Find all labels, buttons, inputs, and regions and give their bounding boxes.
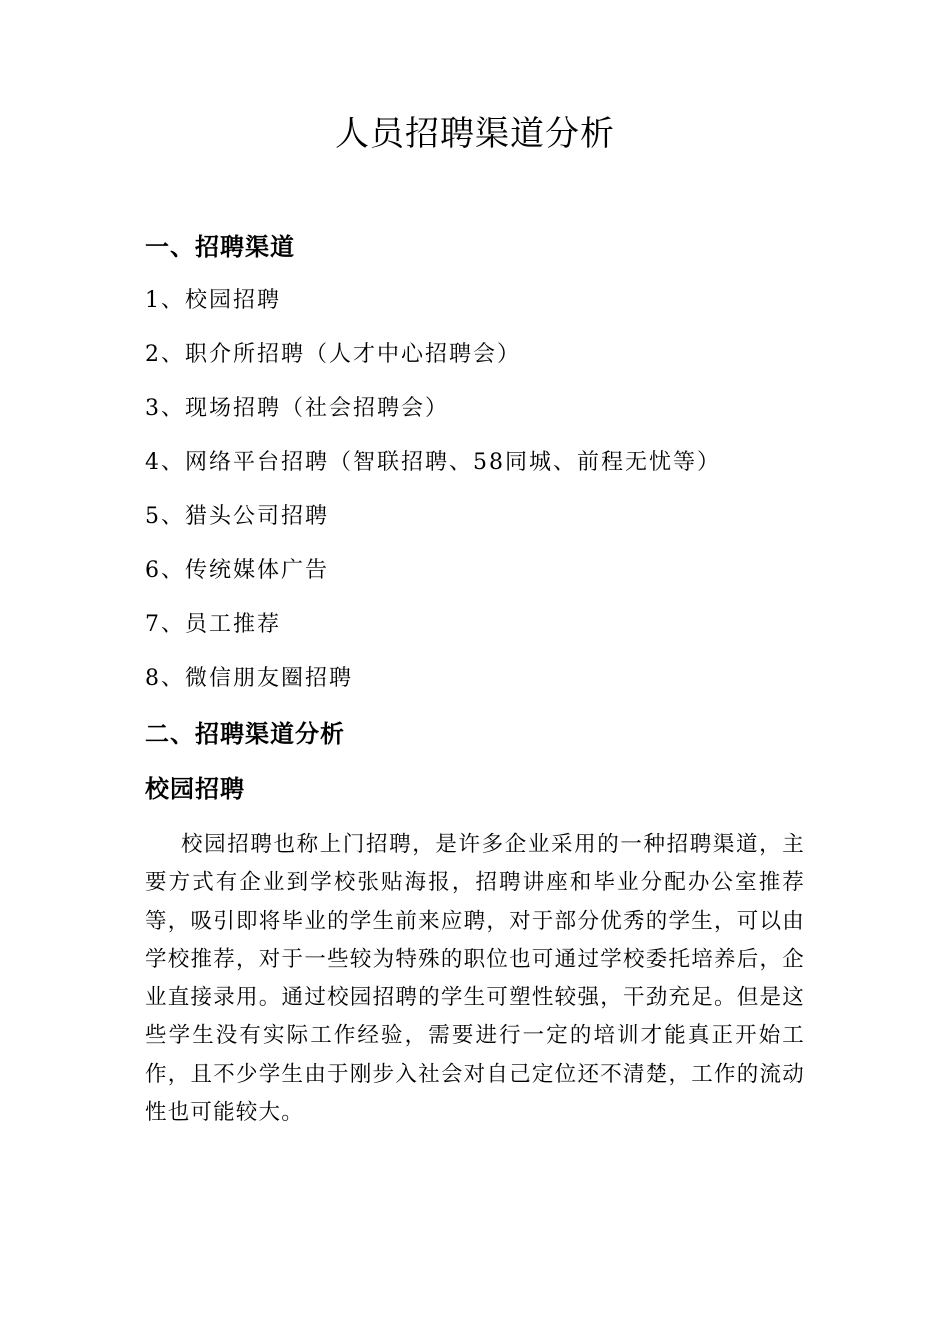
list-item: 8、微信朋友圈招聘: [145, 666, 353, 691]
campus-recruitment-paragraph: 校园招聘也称上门招聘，是许多企业采用的一种招聘渠道，主要方式有企业到学校张贴海报，招聘讲座和毕业分配办公室推荐等，吸引即将毕业的学生前来应聘，对于部分优秀的学生，可以由学校推荐，对于一些较为特殊的职位也可通过学校委托培养后，企业直接录用。通过校园招聘的学生可塑性较强，干劲充足。但是这些学生没有实际工作经验，需要进行一定的培训才能真正开始工作，且不少学生由于刚步入社会对自己定位还不清楚，工作的流动性也可能较大。: [145, 832, 805, 1126]
document-title: 人员招聘渠道分析: [335, 114, 615, 154]
subsection-heading-campus-recruitment: 校园招聘: [145, 775, 245, 803]
list-item: 2、职介所招聘（人才中心招聘会）: [145, 342, 521, 367]
section-heading-recruitment-channels: 一、招聘渠道: [145, 233, 295, 261]
list-item: 7、员工推荐: [145, 612, 281, 637]
list-item: 1、校园招聘: [145, 288, 281, 313]
list-item: 3、现场招聘（社会招聘会）: [145, 396, 449, 421]
list-item: 5、猎头公司招聘: [145, 504, 329, 529]
list-item: 6、传统媒体广告: [145, 558, 329, 583]
list-item: 4、网络平台招聘（智联招聘、58同城、前程无忧等）: [145, 450, 721, 475]
section-heading-channel-analysis: 二、招聘渠道分析: [145, 720, 345, 748]
